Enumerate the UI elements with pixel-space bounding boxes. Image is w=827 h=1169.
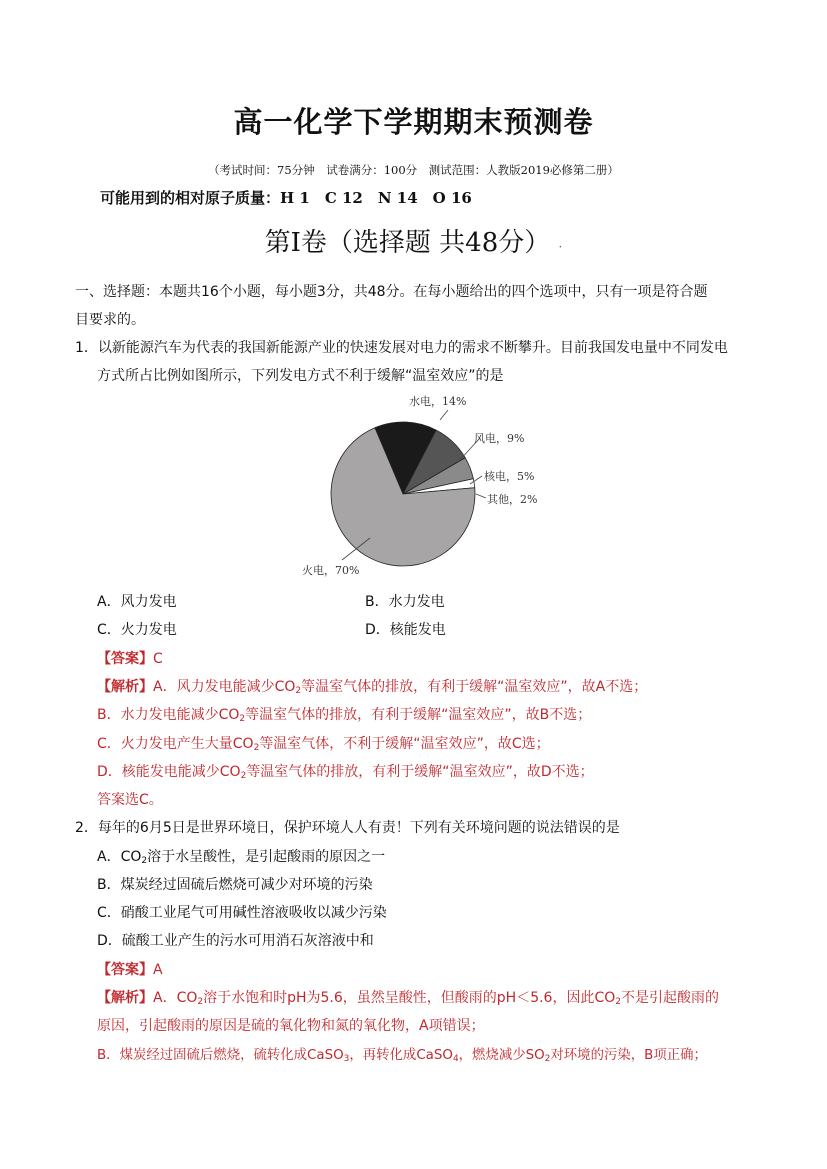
analysis-text: 对环境的污染，B项正确；: [550, 1048, 707, 1063]
answer-value: A: [153, 962, 163, 978]
answer-value: C: [153, 651, 163, 667]
pie-chart: [290, 388, 570, 583]
analysis-text: A．CO: [153, 990, 198, 1006]
leader-line-other: [476, 494, 486, 498]
q2-analysis-a-cont: 原因，引起酸雨的原因是硫的氧化物和氮的氧化物，A项错误；: [97, 1018, 485, 1034]
q2-stem-text: ，保护环境人人有责！下列有关环境问题的说法错误的是: [269, 820, 620, 836]
analysis-text: 等温室气体的排放，有利于缓解“温室效应”，故B不选；: [245, 707, 592, 723]
q1-analysis-b: [97, 704, 591, 724]
q2-stem-date: 6月5日是世界环境日: [139, 820, 270, 836]
q2-option-d: D．硫酸工业产生的污水可用消石灰溶液中和: [97, 933, 374, 949]
q1-analysis-c: [97, 733, 550, 753]
atomic-masses: 可能用到的相对原子质量：H 1 C 12 N 14 O 16: [100, 189, 472, 207]
analysis-text: D．核能发电能减少CO: [97, 764, 241, 780]
analysis-text: 等温室气体的排放，有利于缓解“温室效应”，故D不选；: [246, 764, 594, 780]
q2-stem-text: 2．每年的: [75, 820, 140, 836]
analysis-text: ，再转化成CaSO: [349, 1048, 453, 1063]
pie-label-nuclear: 核电，5%: [484, 470, 535, 483]
analysis-text: C．火力发电产生大量CO: [97, 736, 254, 752]
page-title: 高一化学下学期期末预测卷: [233, 105, 594, 139]
q2-answer: [97, 959, 163, 979]
exam-meta: （考试时间：75分钟 试卷满分：100分 测试范围：人教版2019必修第二册）: [208, 163, 619, 177]
analysis-text: 不是引起酸雨的: [621, 990, 719, 1006]
option-text: 溶于水呈酸性，是引起酸雨的原因之一: [147, 849, 386, 865]
subscript: 2: [197, 997, 204, 1007]
section-title-text: 第I卷（选择题 共48分）: [264, 228, 551, 258]
analysis-text: 等温室气体，不利于缓解“温室效应”，故C选；: [259, 736, 550, 752]
pie-label-other: 其他，2%: [487, 493, 538, 506]
answer-tag: 【答案】: [97, 962, 153, 978]
option-text: A．CO: [97, 849, 142, 865]
pie-label-hydro: 水电，14%: [409, 395, 467, 408]
subscript: 4: [452, 1054, 459, 1064]
q1-stem-1: 1．以新能源汽车为代表的我国新能源产业的快速发展对电力的需求不断攀升。目前我国发电量中不同发电: [75, 340, 728, 356]
q1-option-b: B．水力发电: [365, 594, 445, 610]
q1-option-a: A．风力发电: [97, 594, 177, 610]
q1-analysis-a: [97, 676, 647, 696]
analysis-text: 等温室气体的排放，有利于缓解“温室效应”，故A不选；: [301, 679, 648, 695]
pie-label-coal: 火电，70%: [302, 564, 360, 577]
q1-option-c: C．火力发电: [97, 622, 177, 638]
section-title: [0, 222, 827, 259]
subscript: 2: [295, 686, 302, 696]
analysis-text: B．煤炭经过固硫后燃烧，硫转化成CaSO: [97, 1048, 344, 1063]
analysis-text: 溶于水饱和时pH为5.6，虽然呈酸性，但酸雨的pH＜5.6，因此CO: [203, 990, 616, 1006]
q2-stem: [75, 817, 620, 837]
instructions-line-1: 一、选择题：本题共16个小题，每小题3分，共48分。在每小题给出的四个选项中，只有一项是符合题: [75, 284, 708, 300]
pie-label-wind: 风电，9%: [474, 432, 525, 445]
analysis-tag: 【解析】: [97, 990, 153, 1006]
analysis-text: B．水力发电能减少CO: [97, 707, 240, 723]
subscript: 2: [239, 714, 246, 724]
analysis-text: ，燃烧减少SO: [458, 1048, 545, 1063]
instructions-line-2: 目要求的。: [75, 312, 145, 328]
q1-option-d: D．核能发电: [365, 622, 446, 638]
q1-stem-2: 方式所占比例如图所示，下列发电方式不利于缓解“温室效应”的是: [97, 368, 504, 384]
q2-analysis-b: [97, 1044, 707, 1063]
q1-analysis-d: [97, 761, 594, 781]
analysis-text: A．风力发电能减少CO: [153, 679, 296, 695]
subscript: 2: [544, 1054, 551, 1064]
q2-option-c: C．硝酸工业尾气可用碱性溶液吸收以减少污染: [97, 905, 387, 921]
answer-tag: 【答案】: [97, 651, 153, 667]
subscript: 2: [141, 856, 148, 866]
section-tick: ·: [558, 240, 563, 254]
q2-option-a: [97, 846, 385, 866]
subscript: 2: [240, 771, 247, 781]
analysis-tag: 【解析】: [97, 679, 153, 695]
q1-conclusion: 答案选C。: [97, 792, 163, 808]
subscript: 2: [253, 743, 260, 753]
q2-analysis-a: [97, 987, 719, 1007]
q2-option-b: B．煤炭经过固硫后燃烧可减少对环境的污染: [97, 877, 373, 893]
q1-answer: [97, 648, 163, 668]
leader-line-hydro: [440, 410, 448, 420]
subscript: 2: [615, 997, 621, 1007]
subscript: 3: [343, 1054, 350, 1064]
